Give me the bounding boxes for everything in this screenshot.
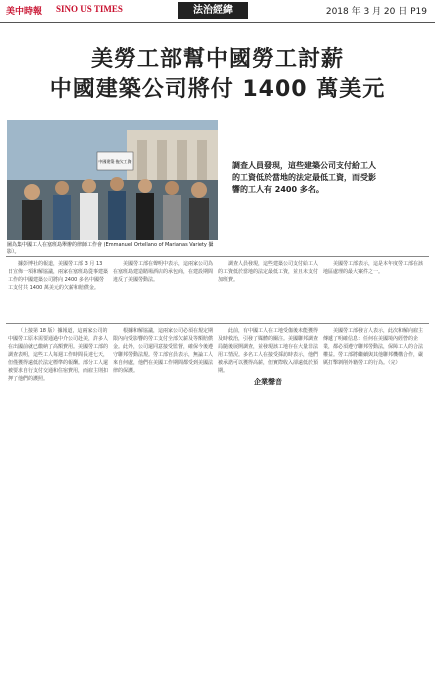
article-column-2 (113, 327, 213, 692)
headline-line-1: 美勞工部幫中國勞工討薪 (90, 47, 344, 72)
article-column-3 (218, 327, 318, 692)
article-text: 美國勞工部發言人表示，此次和解向雇主傳遞了明確信息：任何在美國境內經營的企業，都必須遵守聯邦勞動法，保障工人的合法權益。勞工部將繼續與其他聯邦機構合作，嚴厲打擊剝削外籍勞工的行為。（完） (323, 328, 424, 366)
photo-caption: 圖為集中國工人在塞班島舉辦的律師工作會 (Emmanuel Ortellano of Marianas Variety 攝影）。 (7, 242, 214, 255)
top-divider (6, 256, 429, 257)
article-text: 美國勞工部表示，這是本年度勞工部在該地區處理的最大案件之一。 (323, 261, 424, 275)
article-column-top-far (323, 260, 427, 320)
headline-line-2: 中國建築公司將付 1400 萬美元 (49, 77, 386, 102)
article-column-4 (323, 327, 427, 692)
article-column-top-mid (113, 260, 213, 320)
news-photo (7, 120, 218, 240)
article-text: 調查人員發現，這些建築公司支付給工人的工資低於當地的法定最低工資，並且未支付加班費。 (218, 261, 318, 283)
protest-sign-text: 中國建築 拖欠工資 (98, 159, 132, 164)
article-text: 美國勞工部在聲明中表示，這兩家公司為在塞班島建造賭場酒店的承包商，在建設期間違反了美國勞動法。 (113, 261, 213, 283)
newspaper-logo: 美中時報 (6, 7, 43, 17)
mid-divider (6, 323, 429, 324)
article-column-1 (8, 327, 108, 692)
article-column-top-right (218, 260, 318, 320)
pull-quote: 調查人員發現，這些建築公司支付給工人的工資低於當地的法定最低工資，而受影響的工人有 2400 多名。 (232, 161, 376, 194)
article-subhead: 企業聲音 (254, 378, 282, 386)
article-text: 據彭博社的報道，美國勞工部 3 月 13 日宣佈一項和解協議，兩家在塞班島從事建築工作的中國建築公司將向 2400 多名中國勞工支付共 1400 萬美元的欠薪和賠償金。 (8, 261, 108, 291)
article-column-top-left (8, 260, 108, 320)
article-text: （上接第 18 版）據報道，這兩家公司的中國勞工原本需要通過中介公司赴美，許多人在出國前就已繳納了高額費用。美國勞工部的調查表明，這些工人每週工作時間長達七天，但僅獲得遠低於法定標準的報酬。部分工人還被要求自行支付交通和住宿費用，而雇主則扣押了他們的護照。 (8, 328, 108, 382)
date-page-label: 2018 年 3 月 20 日 P19 (325, 7, 427, 17)
newspaper-english-title: SINO US TIMES (56, 4, 123, 14)
photo-illustration (7, 120, 218, 240)
masthead (0, 0, 435, 23)
section-label: 法治經緯 (178, 2, 248, 19)
article-text: 根據和解協議，這兩家公司必須在規定期限內向受影響的勞工支付全部欠薪及等額賠償金。此外，公司還同意接受監督，確保今後遵守聯邦勞動法規。勞工部官員表示，無論工人來自何處，他們在美國工作期間都受到美國法律的保護。 (113, 328, 213, 374)
article-text: 此前，有中國工人在工地受傷後未能獲得及時救治，引發了媒體的關注。美國聯邦調查局隨後展開調查，並發現該工地存在大量非法用工情況。多名工人在接受採訪時表示，他們被承諾可以獲得高薪，但實際收入卻遠低於預期。 (218, 328, 318, 374)
